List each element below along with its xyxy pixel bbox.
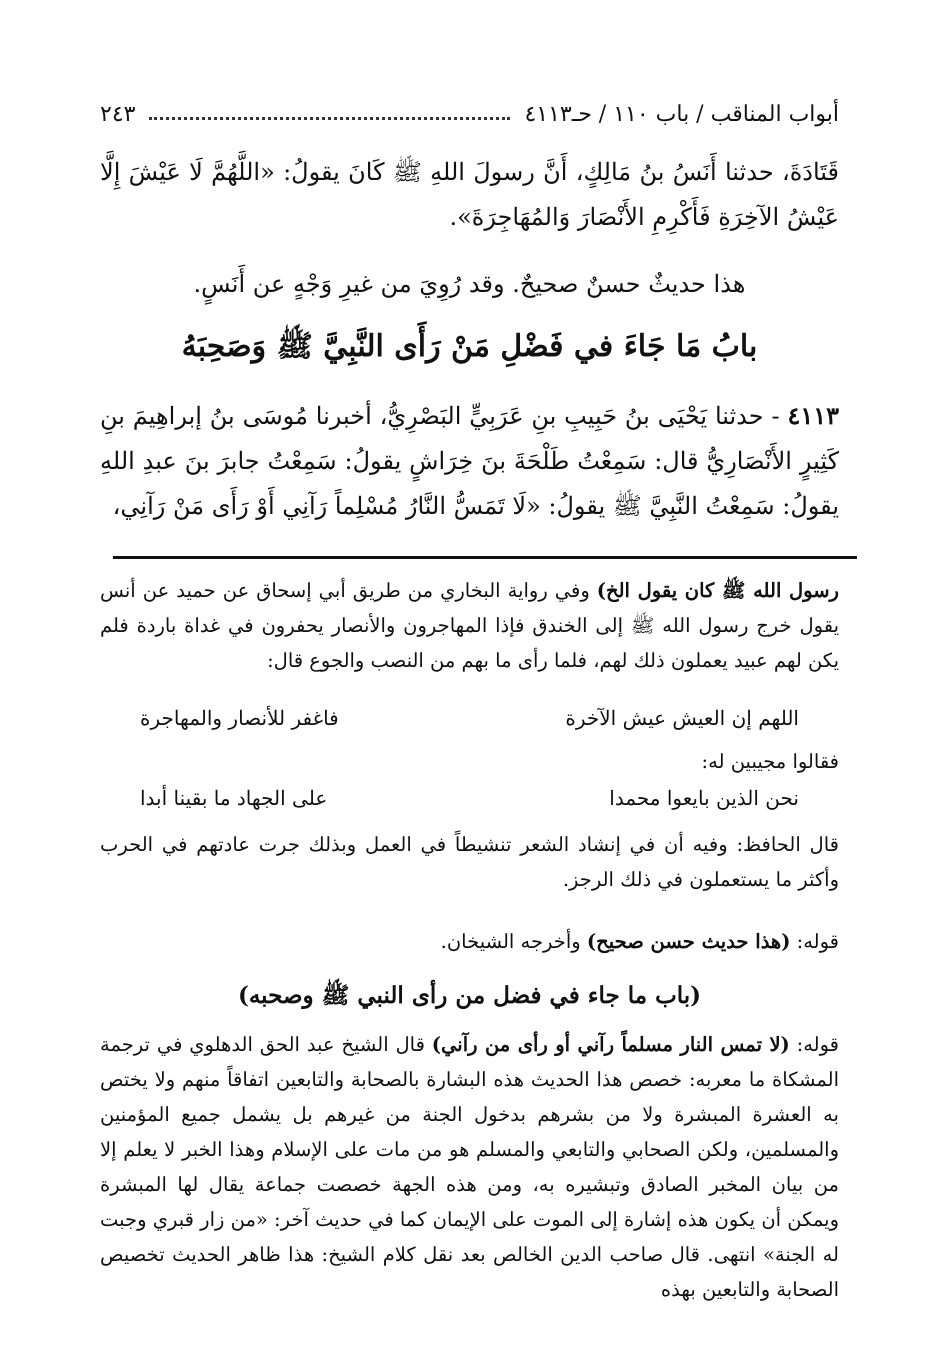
hadith-paragraph xyxy=(100,393,839,529)
footnote-2-prefix: قوله: xyxy=(789,1033,840,1056)
poem-verse-1-first-hemistich: اللهم إن العيش عيش الآخرة xyxy=(565,706,799,730)
running-header xyxy=(100,96,839,132)
footnote-1-lemma: رسول الله ﷺ كان يقول الخ) xyxy=(596,579,839,602)
poem-verse-1 xyxy=(140,706,799,730)
hafiz-comment: قال الحافظ: وفيه أن في إنشاد الشعر تنشيطاً في العمل وبذلك جرت عادتهم في الحرب وأكثر ما يستعملون في ذلك الرجز. xyxy=(100,833,839,891)
footnote-2 xyxy=(100,1027,839,1307)
main-text-para1: قَتَادَةَ، حدثنا أَنَسُ بنُ مَالِكٍ، أَنَّ رسولَ اللهِ ﷺ كَانَ يقولُ: «اللَّهُمَّ لَا عَيْشَ إِلَّا عَيْشُ الآخِرَةِ فَأَكْرِمِ الأَنْصَارَ وَالمُهَاجِرَةَ». xyxy=(100,158,839,231)
qawluh-prefix: قوله: xyxy=(790,930,839,953)
poem-verse-2-first-hemistich: نحن الذين بايعوا محمدا xyxy=(609,786,799,810)
reply-line: فقالوا مجيبين له: xyxy=(701,750,839,773)
poem-verse-1-second-hemistich: فاغفر للأنصار والمهاجرة xyxy=(140,706,339,730)
chapter-heading: بابُ مَا جَاءَ في فَضْلِ مَنْ رَأَى النَّبِيَّ ﷺ وَصَحِبَهُ xyxy=(181,329,758,364)
header-title: أبواب المناقب / باب ١١٠ / حـ٤١١٣ xyxy=(524,101,839,127)
footnote-1 xyxy=(100,573,839,678)
footnote-1-text: وفي رواية البخاري من طريق أبي إسحاق عن حميد عن أنس يقول خرج رسول الله ﷺ إلى الخندق فإذا المهاجرون والأنصار يحفرون في غداة باردة فلم يكن لهم عبيد يعملون ذلك لهم، فلما رأى ما بهم من النصب والجوع قال: xyxy=(100,579,839,672)
footnote-chapter-heading: (باب ما جاء في فضل من رأى النبي ﷺ وصحبه) xyxy=(237,982,702,1009)
qawluh-suffix: وأخرجه الشيخان. xyxy=(440,930,587,953)
qawluh-lemma: (هذا حديث حسن صحيح) xyxy=(586,930,791,953)
hadith-text: - حدثنا يَحْيَى بنُ حَبِيبِ بنِ عَرَبِيٍّ البَصْرِيُّ، أخبرنا مُوسَى بنُ إبراهِيمَ بنِ كَثِيرٍ الأَنْصَارِيُّ قال: سَمِعْتُ طَلْحَةَ بنَ خِرَاشٍ يقولُ: سَمِعْتُ جابرَ بنَ عبدِ اللهِ يقولُ: سَمِعْتُ النَّبِيَّ ﷺ يقولُ: «لَا تَمَسُّ النَّارُ مُسْلِماً رَآنِي أَوْ رَأَى مَنْ رَآنِي، xyxy=(100,402,839,520)
main-text-para2: هذا حديثٌ حسنٌ صحيحٌ. وقد رُوِيَ من غيرِ وَجْهٍ عن أَنَسٍ. xyxy=(193,270,746,298)
footnote-divider xyxy=(113,556,857,559)
qawluh-line xyxy=(100,924,839,959)
footnote-2-lemma: (لا تمس النار مسلماً رآني أو رأى من رآني) xyxy=(431,1033,790,1056)
poem-verse-2-second-hemistich: على الجهاد ما بقينا أبدا xyxy=(140,786,328,810)
header-dotted-leader xyxy=(149,117,510,120)
hadith-number: ٤١١٣ xyxy=(787,401,839,430)
footnote-2-text: قال الشيخ عبد الحق الدهلوي في ترجمة المشكاة ما معربه: خصص هذا الحديث هذه البشارة بالصحابة والتابعين اتفاقاً منهم ولا يختص به العشرة المبشرة ولا من بشرهم بدخول الجنة من غيرهم بل يشمل جميع المؤمنين والمسلمين، ولكن الصحابي والتابعي والمسلم هو من مات على الإسلام وهذا الخبر لا يعلم إلا من بيان المخبر الصادق وتبشيره به، ومن هذه الجهة خصصت جماعة يقال لها المبشرة ويمكن أن يكون هذه إشارة إلى الموت على الإيمان كما في حديث آخر: «من زار قبري وجبت له الجنة» انتهى. قال صاحب الدين الخالص بعد نقل كلام الشيخ: هذا ظاهر الحديث تخصيص الصحابة والتابعين بهذه xyxy=(100,1033,839,1301)
poem-verse-2 xyxy=(140,786,799,810)
page-number: ٢٤٣ xyxy=(100,101,136,127)
